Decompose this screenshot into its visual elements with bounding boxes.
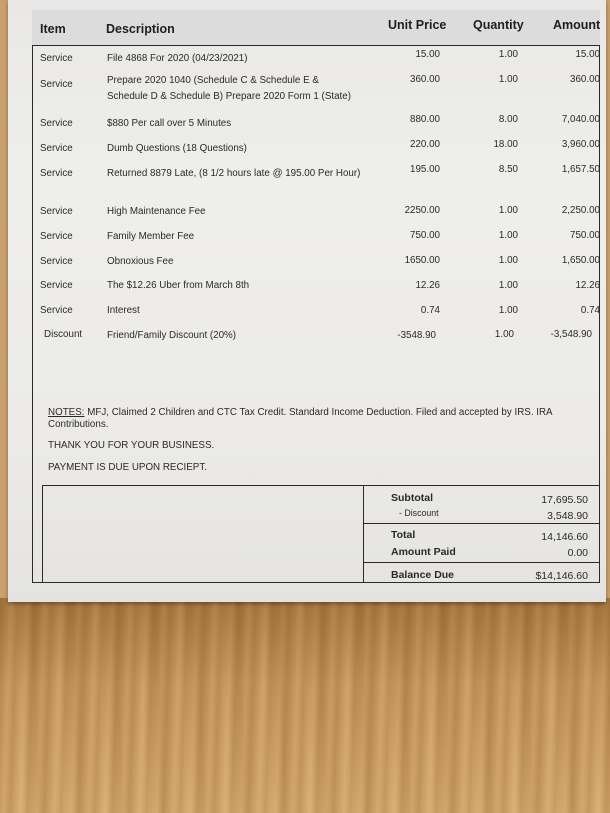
row-description: The $12.26 Uber from March 8th	[107, 280, 250, 291]
row-amount: 1,650.00	[561, 255, 600, 266]
row-unit-price: 880.00	[410, 114, 440, 125]
row-quantity: 1.00	[498, 74, 518, 85]
row-item: Service	[40, 206, 73, 217]
amount-paid-value: 0.00	[567, 547, 588, 559]
row-unit-price: 12.26	[415, 280, 440, 291]
row-item: Service	[40, 168, 73, 179]
row-description: File 4868 For 2020 (04/23/2021)	[107, 53, 248, 64]
row-amount: 3,960.00	[561, 139, 600, 150]
row-description: Interest	[107, 305, 140, 316]
row-unit-price: 2250.00	[404, 205, 440, 216]
row-item: Service	[40, 280, 73, 291]
row-unit-price: 195.00	[410, 164, 440, 175]
row-item: Service	[40, 53, 73, 64]
totals-left-blank	[42, 485, 364, 583]
row-description: Dumb Questions (18 Questions)	[107, 143, 247, 154]
table-header	[32, 10, 600, 46]
discount-label: - Discount	[399, 508, 439, 518]
row-amount: -3,548.90	[550, 329, 592, 340]
row-amount: 12.26	[575, 280, 600, 291]
row-unit-price: 0.74	[420, 305, 440, 316]
row-item: Service	[40, 79, 73, 90]
row-quantity: 8.00	[498, 114, 518, 125]
row-description: High Maintenance Fee	[107, 206, 206, 217]
totals-divider	[364, 523, 600, 524]
row-quantity: 8.50	[498, 164, 518, 175]
row-unit-price: 15.00	[415, 49, 440, 60]
balance-due-label: Balance Due	[391, 569, 455, 581]
wood-table-background	[0, 598, 610, 813]
header-unit-price: Unit Price	[388, 18, 447, 32]
row-item: Service	[40, 256, 73, 267]
row-quantity: 1.00	[498, 230, 518, 241]
row-description: $880 Per call over 5 Minutes	[107, 118, 232, 129]
amount-paid-label: Amount Paid	[391, 546, 456, 558]
row-description: Family Member Fee	[107, 231, 195, 242]
row-amount: 2,250.00	[561, 205, 600, 216]
row-item: Service	[40, 143, 73, 154]
row-item: Service	[40, 305, 73, 316]
row-amount: 0.74	[580, 305, 600, 316]
row-description: Prepare 2020 1040 (Schedule C & Schedule E & Schedule D & Schedule B) Prepare 2020 Form 1 (State)	[107, 75, 351, 102]
row-item: Service	[40, 118, 73, 129]
row-amount: 15.00	[575, 49, 600, 60]
row-unit-price: 750.00	[410, 230, 440, 241]
row-quantity: 1.00	[498, 49, 518, 60]
total-value: 14,146.60	[541, 531, 588, 543]
row-item: Discount	[44, 329, 83, 340]
balance-due-value: $14,146.60	[535, 570, 588, 582]
totals-divider	[364, 562, 600, 563]
row-unit-price: 220.00	[410, 139, 440, 150]
row-unit-price: -3548.90	[397, 330, 436, 341]
row-amount: 750.00	[570, 230, 600, 241]
subtotal-label: Subtotal	[391, 492, 433, 504]
row-unit-price: 1650.00	[404, 255, 440, 266]
notes-text	[48, 407, 588, 431]
row-quantity: 1.00	[494, 329, 514, 340]
discount-value: 3,548.90	[547, 510, 588, 522]
payment-due-text: PAYMENT IS DUE UPON RECIEPT.	[48, 462, 207, 473]
row-description: Obnoxious Fee	[107, 256, 174, 267]
row-quantity: 1.00	[498, 280, 518, 291]
row-amount: 1,657.50	[561, 164, 600, 175]
header-description: Description	[106, 22, 175, 36]
row-description: Returned 8879 Late, (8 1/2 hours late @ 195.00 Per Hour)	[107, 168, 361, 179]
total-label: Total	[391, 529, 416, 541]
row-unit-price: 360.00	[410, 74, 440, 85]
thank-you-text: THANK YOU FOR YOUR BUSINESS.	[48, 440, 215, 451]
row-item: Service	[40, 231, 73, 242]
header-item: Item	[40, 22, 66, 36]
row-description: Friend/Family Discount (20%)	[107, 330, 237, 341]
notes-body: MFJ, Claimed 2 Children and CTC Tax Credit. Standard Income Deduction. Filed and accepted by IRS. IRA Contributions.	[48, 407, 553, 430]
row-amount: 7,040.00	[561, 114, 600, 125]
row-amount: 360.00	[570, 74, 600, 85]
row-quantity: 18.00	[493, 139, 518, 150]
header-quantity: Quantity	[473, 18, 524, 32]
row-quantity: 1.00	[498, 305, 518, 316]
subtotal-value: 17,695.50	[541, 494, 588, 506]
header-amount: Amount	[553, 18, 601, 32]
row-quantity: 1.00	[498, 255, 518, 266]
notes-label: NOTES:	[48, 407, 85, 418]
row-quantity: 1.00	[498, 205, 518, 216]
